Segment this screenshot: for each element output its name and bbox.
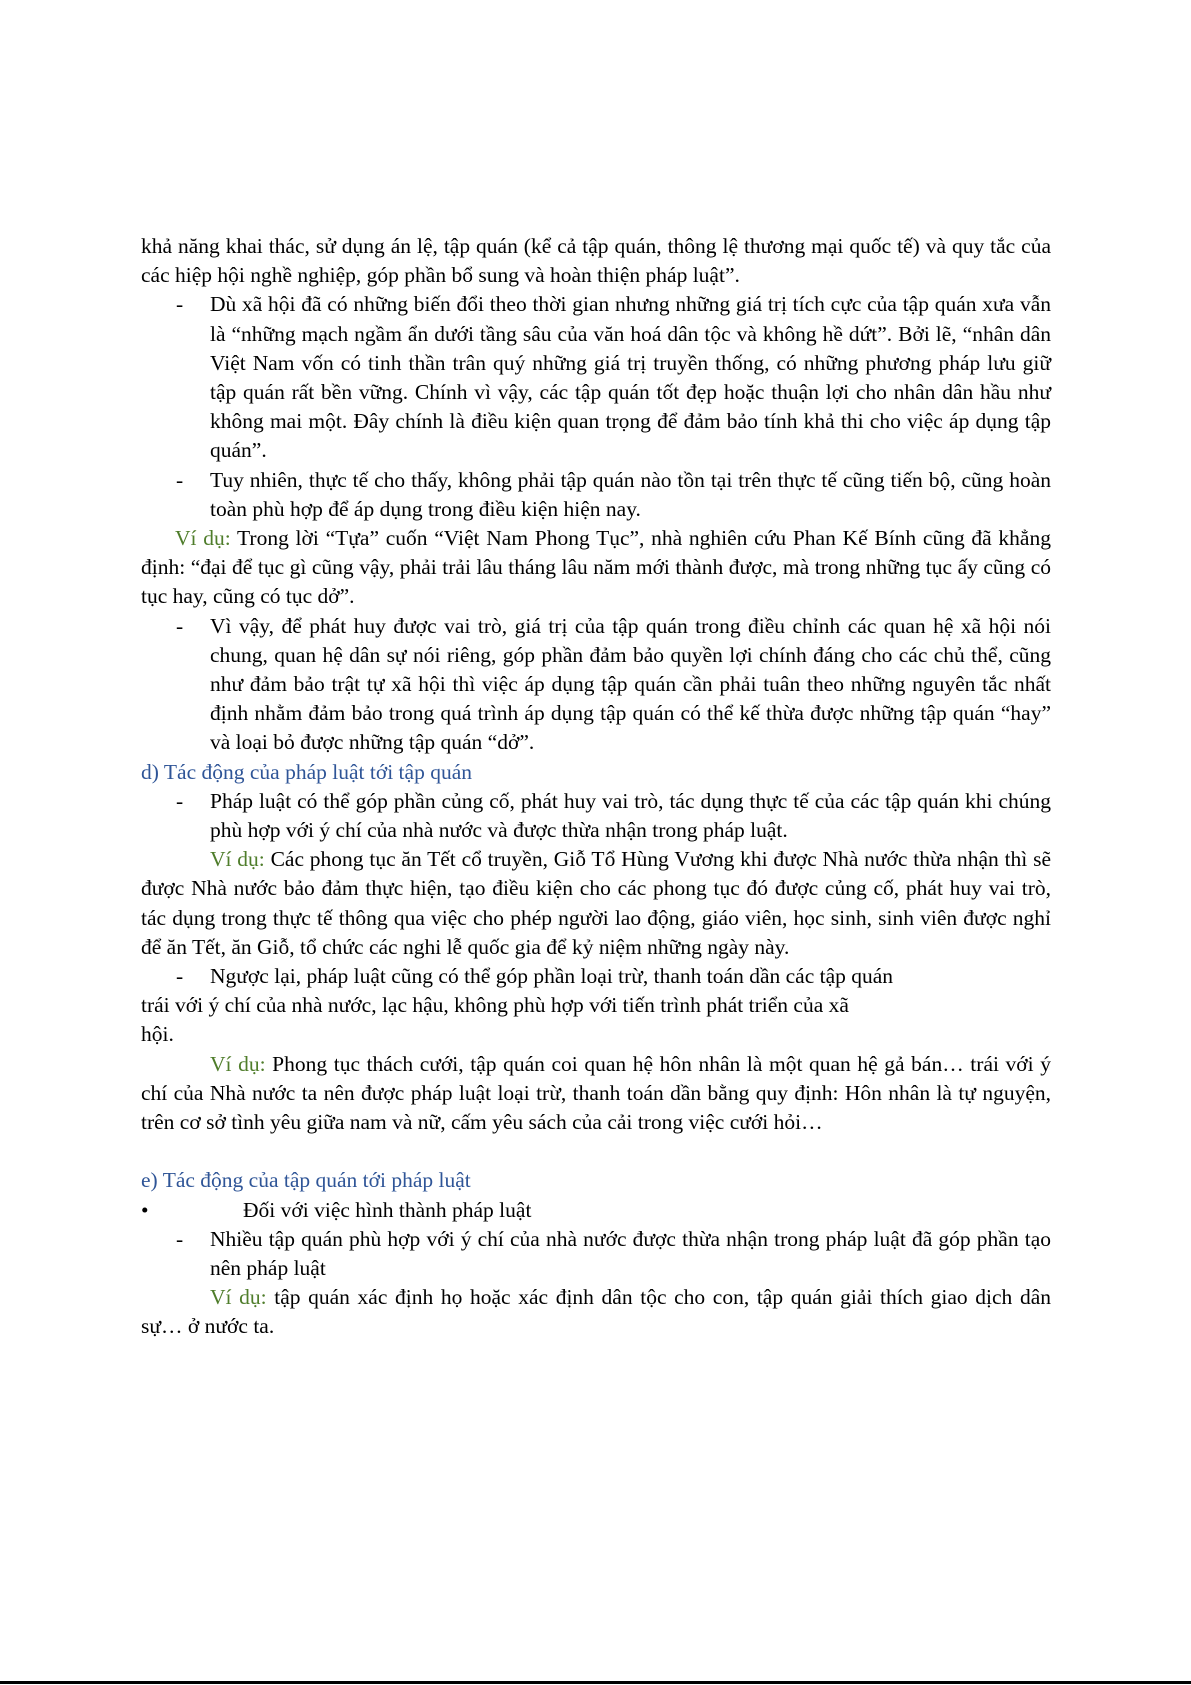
dot-bullet-icon: • bbox=[141, 1197, 149, 1222]
dash-bullet-icon: - bbox=[176, 964, 184, 989]
dash-list-item-text: Dù xã hội đã có những biến đổi theo thời gian nhưng những giá trị tích cực của tập quán xưa vẫn là “những mạch ngầm ẩn dưới tầng sâu của văn hoá dân tộc và không hề dứt”. Bởi lẽ, “nhân dân Việt Nam vốn có tinh thần trân quý những giá trị truyền thống, có những phương pháp lưu giữ tập quán rất bền vững. Chính vì vậy, các tập quán tốt đẹp hoặc thuận lợi cho nhân dân hầu như không mai một. Đây chính là điều kiện quan trọng để đảm bảo tính khả thi cho việc áp dụng tập quán”. bbox=[210, 292, 1051, 463]
dash-list-item-6 bbox=[141, 1225, 1051, 1283]
dot-list-item-text: Đối với việc hình thành pháp luật bbox=[243, 1197, 532, 1222]
dash-bullet-icon: - bbox=[176, 1226, 184, 1251]
dash-list-item-text-line-1: Ngược lại, pháp luật cũng có thể góp phần loại trừ, thanh toán dần các tập quán bbox=[210, 964, 894, 989]
blank-line bbox=[141, 1137, 1051, 1166]
dash-list-item-3 bbox=[141, 612, 1051, 758]
example-label: Ví dụ: bbox=[210, 1285, 267, 1310]
dash-list-item-1 bbox=[141, 290, 1051, 465]
paragraph-intro: khả năng khai thác, sử dụng án lệ, tập quán (kể cả tập quán, thông lệ thương mại quốc tế) và quy tắc của các hiệp hội nghề nghiệp, góp phần bổ sung và hoàn thiện pháp luật”. bbox=[141, 234, 1051, 288]
dash-bullet-icon: - bbox=[176, 613, 184, 638]
page-bottom-rule bbox=[0, 1681, 1191, 1684]
example-paragraph-1 bbox=[141, 524, 1051, 612]
dash-bullet-icon: - bbox=[176, 292, 184, 317]
example-paragraph-4 bbox=[141, 1283, 1051, 1341]
example-label: Ví dụ: bbox=[175, 526, 231, 551]
example-text: Phong tục thách cưới, tập quán coi quan hệ hôn nhân là một quan hệ gả bán… trái với ý chí của Nhà nước ta nên được pháp luật loại trừ, thanh toán dần bằng quy định: Hôn nhân là tự nguyện, trên cơ sở tình yêu giữa nam và nữ, cấm yêu sách của cải trong việc cưới hỏi… bbox=[141, 1051, 1051, 1135]
dash-list-item-text-line-2: trái với ý chí của nhà nước, lạc hậu, không phù hợp với tiến trình phát triển của xã bbox=[141, 993, 849, 1018]
document-page bbox=[141, 232, 1051, 1342]
example-paragraph-2 bbox=[141, 845, 1051, 962]
example-text: Trong lời “Tựa” cuốn “Việt Nam Phong Tục”, nhà nghiên cứu Phan Kế Bính cũng đã khẳng định: “đại để tục gì cũng vậy, phải trải lâu tháng lâu năm mới thành được, mà trong những tục ấy cũng có tục hay, cũng có tục dở”. bbox=[141, 526, 1051, 609]
dash-list-item-text-line-3: hội. bbox=[141, 1022, 174, 1047]
dash-list-item-text: Nhiều tập quán phù hợp với ý chí của nhà nước được thừa nhận trong pháp luật đã góp phần tạo nên pháp luật bbox=[210, 1226, 1051, 1280]
example-label: Ví dụ: bbox=[210, 1051, 266, 1076]
example-text: tập quán xác định họ hoặc xác định dân tộc cho con, tập quán giải thích giao dịch dân sự… ở nước ta. bbox=[141, 1285, 1051, 1339]
dash-list-item-5 bbox=[141, 962, 1051, 1050]
example-label: Ví dụ: bbox=[210, 847, 265, 872]
dash-list-item-text: Tuy nhiên, thực tế cho thấy, không phải tập quán nào tồn tại trên thực tế cũng tiến bộ, cũng hoàn toàn phù hợp để áp dụng trong điều kiện hiện nay. bbox=[210, 467, 1051, 521]
dash-list-item-4 bbox=[141, 787, 1051, 845]
dash-bullet-icon: - bbox=[176, 788, 184, 813]
dash-list-item-2 bbox=[141, 466, 1051, 524]
example-paragraph-3 bbox=[141, 1050, 1051, 1138]
dash-bullet-icon: - bbox=[176, 467, 184, 492]
section-heading-e: e) Tác động của tập quán tới pháp luật bbox=[141, 1168, 471, 1193]
example-text: Các phong tục ăn Tết cổ truyền, Giỗ Tổ Hùng Vương khi được Nhà nước thừa nhận thì sẽ được Nhà nước bảo đảm thực hiện, tạo điều kiện cho các phong tục đó được củng cố, phát huy vai trò, tác dụng trong thực tế thông qua việc cho phép người lao động, giáo viên, học sinh, sinh viên được nghỉ để ăn Tết, ăn Giỗ, tổ chức các nghi lễ quốc gia để kỷ niệm những ngày này. bbox=[141, 847, 1051, 959]
dash-list-item-text: Pháp luật có thể góp phần củng cố, phát huy vai trò, tác dụng thực tế của các tập quán khi chúng phù hợp với ý chí của nhà nước và được thừa nhận trong pháp luật. bbox=[210, 788, 1051, 843]
section-heading-d: d) Tác động của pháp luật tới tập quán bbox=[141, 759, 472, 784]
dash-list-item-text: Vì vậy, để phát huy được vai trò, giá trị của tập quán trong điều chỉnh các quan hệ xã hội nói chung, quan hệ dân sự nói riêng, góp phần đảm bảo quyền lợi chính đáng cho các chủ thể, cũng như đảm bảo trật tự xã hội thì việc áp dụng tập quán cần phải tuân theo những nguyên tắc nhất định nhằm đảm bảo trong quá trình áp dụng tập quán có thể kế thừa được những tập quán “hay” và loại bỏ được những tập quán “dở”. bbox=[210, 613, 1051, 755]
dot-list-item-1 bbox=[141, 1196, 1051, 1225]
